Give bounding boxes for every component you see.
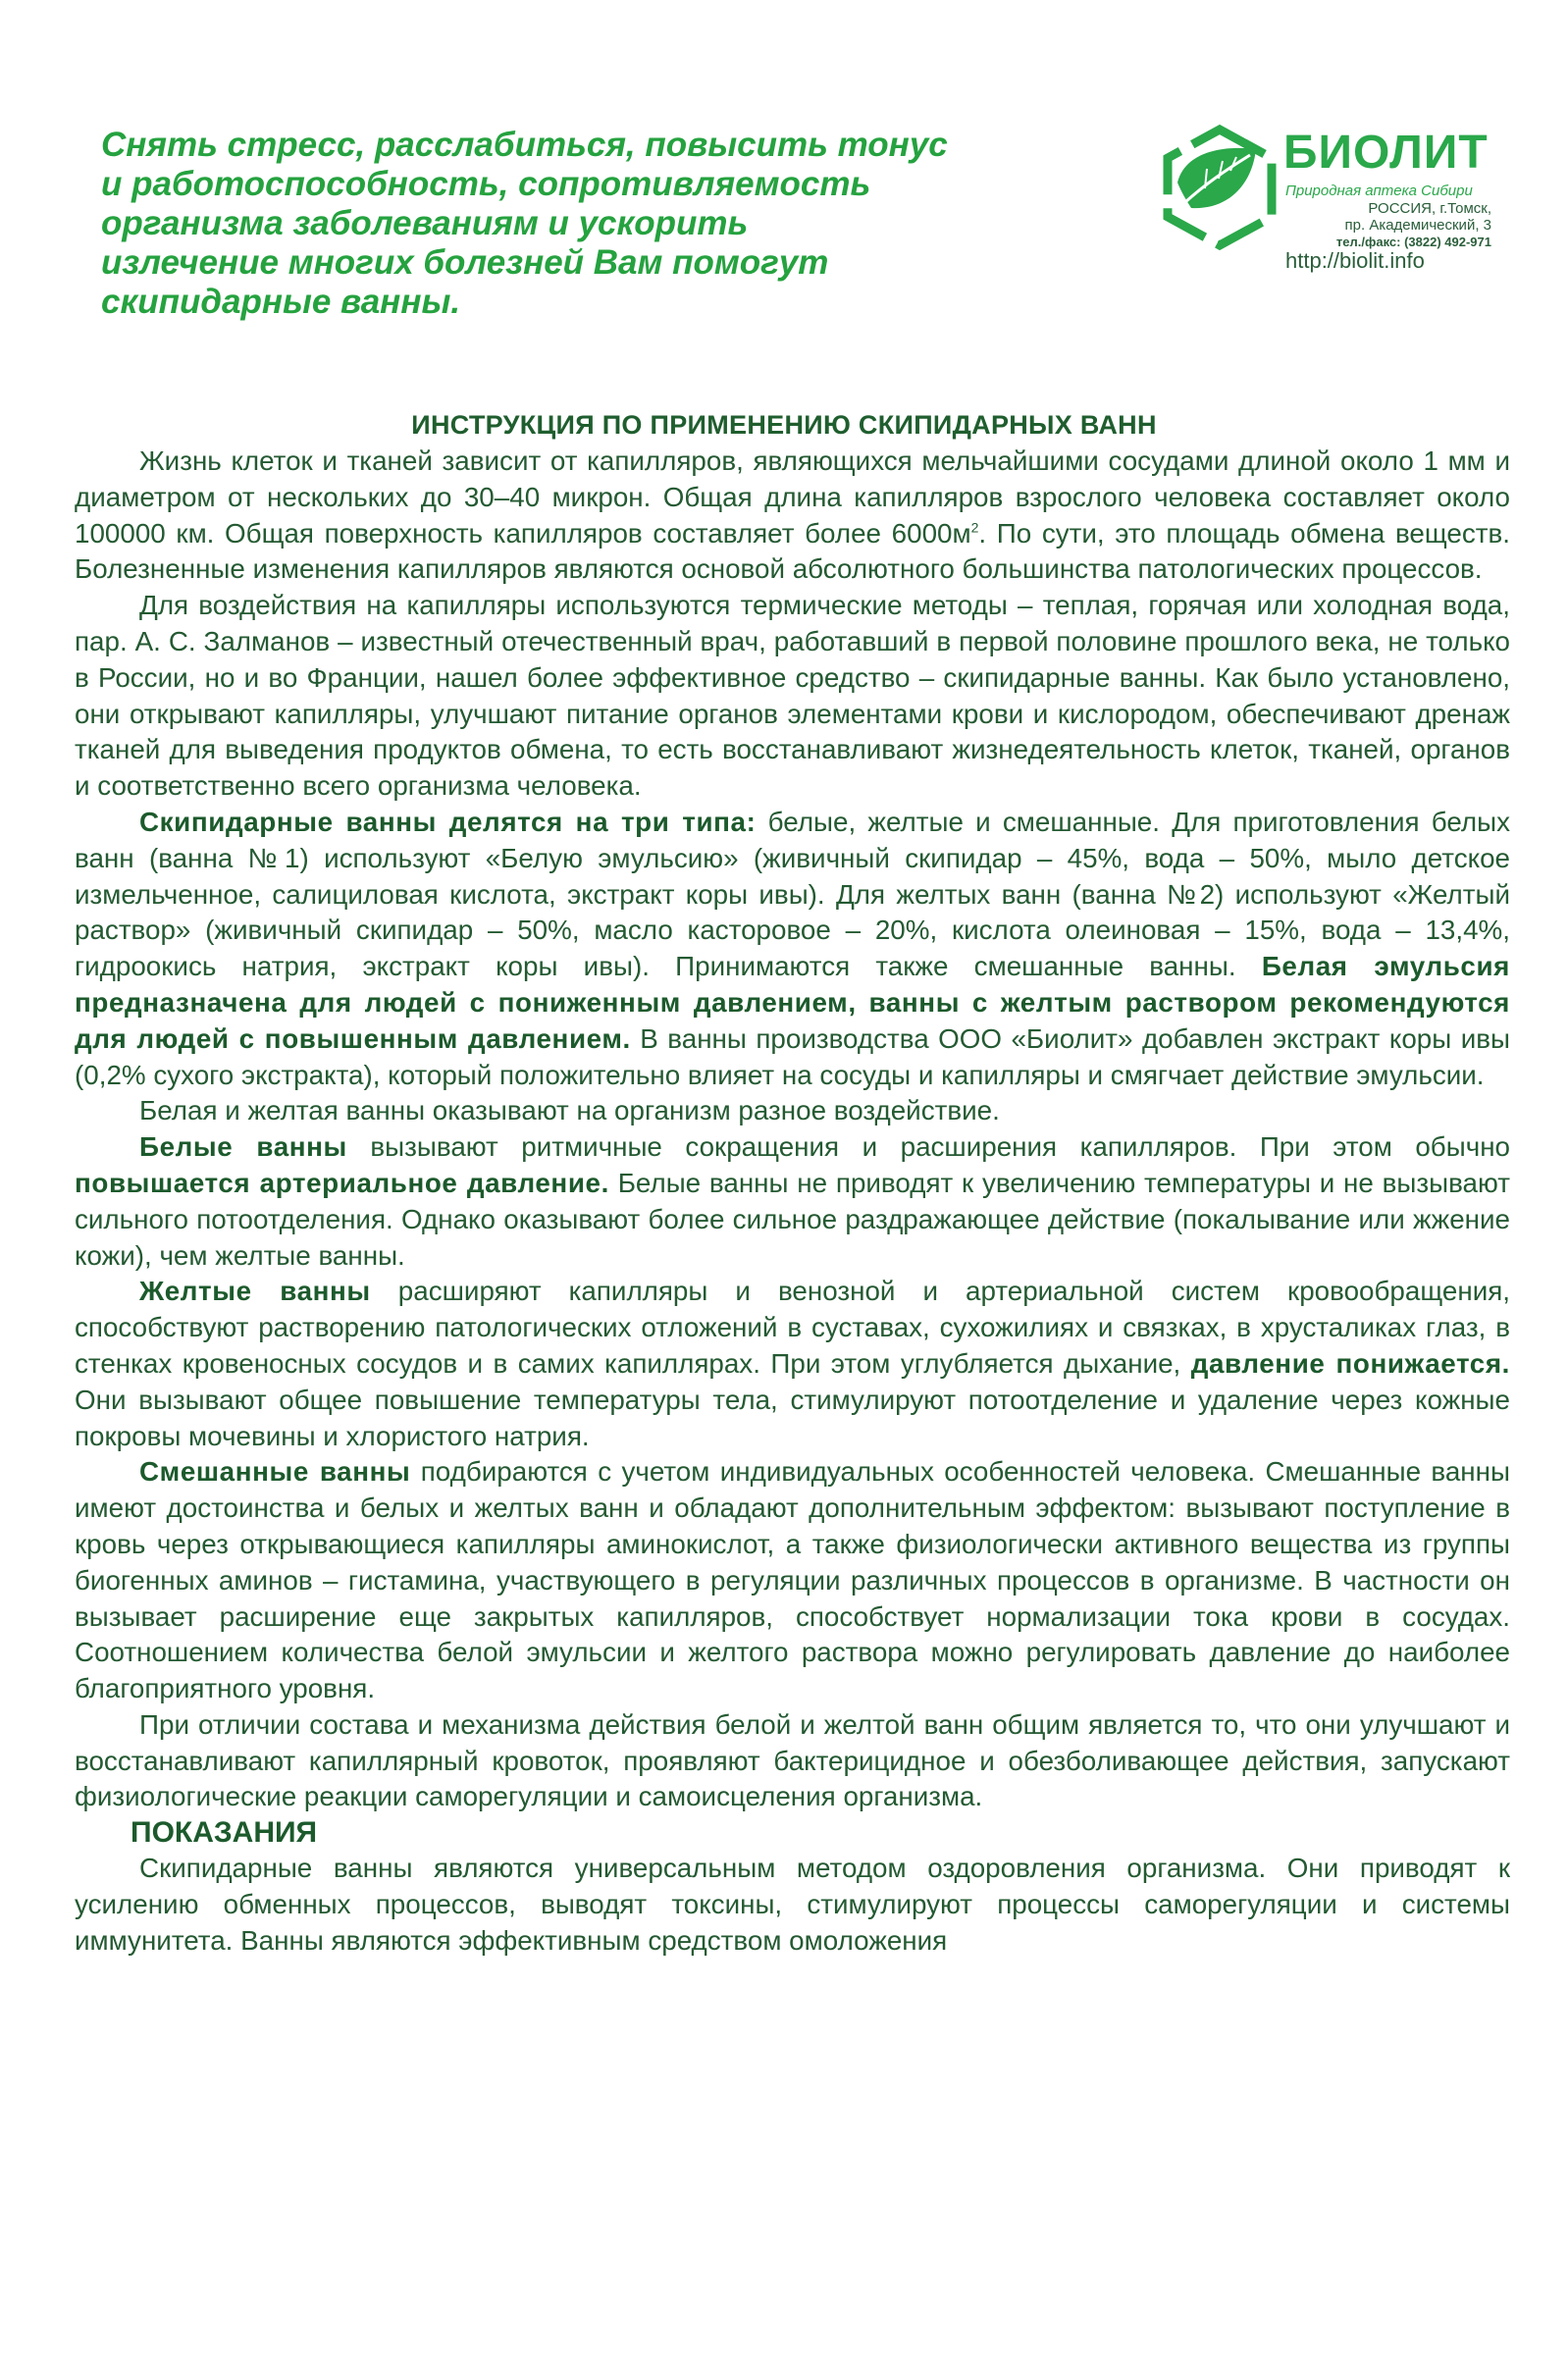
leaf-hexagon-icon xyxy=(1156,124,1283,251)
contact-block xyxy=(1285,200,1491,271)
document-title: ИНСТРУКЦИЯ ПО ПРИМЕНЕНИЮ СКИПИДАРНЫХ ВАНН xyxy=(411,410,1157,440)
paragraph: Желтые ванны расширяют капилляры и венозной и артериальной систем кровообращения, способствуют растворению патологических отложений в суставах, сухожилиях и связках, в хрусталиках глаз, в стенках кровеносных сосудов и в самих капиллярах. При этом углубляется дыхание, давление понижается. Они вызывают общее повышение температуры тела, стимулируют потоотделение и удаление через кожные покровы мочевины и хлористого натрия. xyxy=(75,1276,1510,1451)
paragraph: Белые ванны вызывают ритмичные сокращения и расширения капилляров. При этом обычно повышается артериальное давление. Белые ванны не приводят к увеличению температуры и не вызывают сильного потоотделения. Однако оказывают более сильное раздражающее действие (покалывание или жжение кожи), чем желтые ванны. xyxy=(75,1131,1510,1271)
paragraph: При отличии состава и механизма действия белой и желтой ванн общим является то, что они улучшают и восстанавливают капиллярный кровоток, проявляют бактерицидное и обезболивающее действия, запускают физиологические реакции саморегуляции и самоисцеления организма. xyxy=(75,1708,1510,1812)
paragraph: Для воздействия на капилляры используются термические методы – теплая, горячая или холодная вода, пар. А. С. Залманов – известный отечественный врач, работавший в первой половине прошлого века, не только в России, но и во Франции, нашел более эффективное средство – скипидарные ванны. Как было установлено, они открывают капилляры, улучшают питание органов элементами крови и кислородом, обеспечивают дренаж тканей для выведения продуктов обмена, то есть восстанавливают жизнедеятельность клеток, тканей, органов и соответственно всего организма человека. xyxy=(75,590,1510,802)
biolit-logo xyxy=(1156,124,1519,281)
intro-line: Снять стресс, расслабиться, повысить тонус xyxy=(101,126,948,164)
address-line: РОССИЯ, г.Томск, xyxy=(1368,200,1491,217)
paragraph: Скипидарные ванны делятся на три типа: белые, желтые и смешанные. Для приготовления белых ванн (ванна №1) используют «Белую эмульсию» (живичный скипидар – 45%, вода – 50%, мыло детское измельченное, салициловая кислота, экстракт коры ивы). Для желтых ванн (ванна №2) используют «Желтый раствор» (живичный скипидар – 50%, масло касторовое – 20%, кислота олеиновая – 15%, вода – 13,4%, гидроокись натрия, экстракт коры ивы). Принимаются также смешанные ванны. Белая эмульсия предназначена для людей с пониженным давлением, ванны с желтым раствором рекомендуются для людей с повышенным давлением. В ванны производства ООО «Биолит» добавлен экстракт коры ивы (0,2% сухого экстракта), который положительно влияет на сосуды и капилляры и смягчает действие эмульсии. xyxy=(75,806,1510,1090)
paragraph: Белая и желтая ванны оказывают на организм разное воздействие. xyxy=(139,1095,1000,1126)
brand-name: БИОЛИТ xyxy=(1283,127,1489,179)
intro-line: организма заболеваниям и ускорить xyxy=(101,204,749,242)
document-body xyxy=(75,444,1510,1960)
intro-line: и работоспособность, сопротивляемость xyxy=(101,165,871,203)
paragraph: Скипидарные ванны являются универсальным методом оздоровления организма. Они приводят к усилению обменных процессов, выводят токсины, стимулируют процессы саморегуляции и системы иммунитета. Ванны являются эффективным средством омоложения xyxy=(75,1853,1510,1956)
intro-line: излечение многих болезней Вам помогут xyxy=(101,243,829,282)
brand-subtitle: Природная аптека Сибири xyxy=(1285,183,1473,199)
phone: тел./факс: (3822) 492-971 xyxy=(1335,235,1491,249)
section-heading: ПОКАЗАНИЯ xyxy=(131,1816,318,1850)
intro-slogan xyxy=(101,126,1043,322)
website: http://biolit.info xyxy=(1285,248,1425,273)
address-line: пр. Академический, 3 xyxy=(1344,217,1491,234)
paragraph: Жизнь клеток и тканей зависит от капилляров, являющихся мельчайшими сосудами длиной около 1 мм и диаметром от нескольких до 30–40 микрон. Общая длина капилляров взрослого человека составляет около 100000 км. Общая поверхность капилляров составляет более $6000м^2$. По сути, это площадь обмена веществ. Болезненные изменения капилляров являются основой абсолютного большинства патологических процессов. xyxy=(75,445,1510,585)
paragraph: Смешанные ванны подбираются с учетом индивидуальных особенностей человека. Смешанные ванны имеют достоинства и белых и желтых ванн и обладают дополнительным эффектом: вызывают поступление в кровь через открывающиеся капилляры аминокислот, а также физиологически активного вещества из группы биогенных аминов – гистамина, участвующего в регуляции различных процессов в организме. В частности он вызывает расширение еще закрытых капилляров, способствует нормализации тока крови в сосудах. Соотношением количества белой эмульсии и желтого раствора можно регулировать давление до наиболее благоприятного уровня. xyxy=(75,1456,1510,1704)
intro-line: скипидарные ванны. xyxy=(101,283,461,321)
